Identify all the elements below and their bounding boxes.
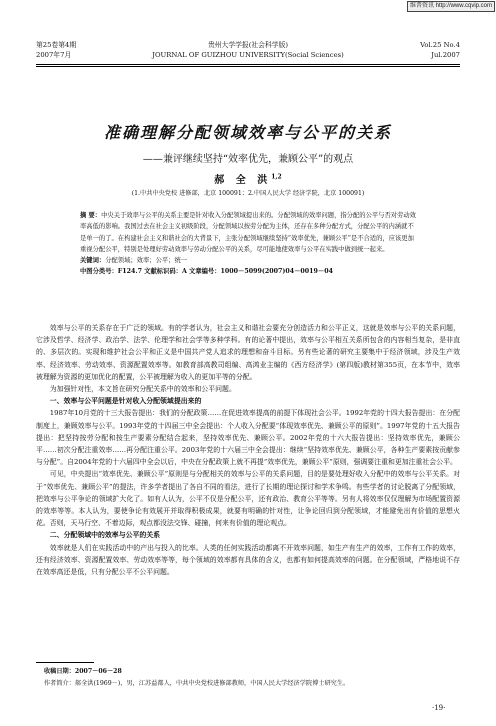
abstract-text: 中央关于效率与公平的关系主要是针对收入分配领域提出来的。分配领域的效率问题，指分配的公平与否对劳动效率高低的影响。我国过去在社会主义初级阶段，分配领域以按劳分配为主体，还存在多种分配方式，分配公平的内涵就不是单一的了。在构建社会主义和谐社会的大背景下，主张分配领域继续坚持“效率优先，兼顾公平”是不合适的，应该更加重视分配公平，特别是处理好劳动效率与劳动分配公平的关系，尽可能地使效率与公平在实践中做到统一起来。 xyxy=(80,212,416,253)
journal-name-en: JOURNAL OF GUIZHOU UNIVERSITY(Social Sciences) xyxy=(152,51,344,59)
header-rule xyxy=(36,64,460,65)
volume-issue-en: Vol.25 No.4 xyxy=(420,41,460,49)
section-paragraph: 可见，中央提出“效率优先、兼顾公平”原则是与分配相关的效率与公平的关系问题，目的是要处理好收入分配中的效率与公平关系。对于“效率优先、兼顾公平”的提法，许多学者提出了各自不同的看法，进行了长期的理论探讨和学术争鸣。有些学者的讨论脱离了分配领域，把效率与公平争论的领域扩大化了。如有人认为，公平不仅是分配公平，还有政治、教育公平等等。另有人将效率仅仅理解为市场配置资源的效率等等。本人认为，要使争论有效展开并取得积极成果，就要有明确的针对性，让争论回归到分配领域，才能避免出有价值的思想火花。否则，天马行空、不着边际，观点都没法交锋、碰撞，何来有价值的理论观点。 xyxy=(36,470,460,528)
section-heading: 二、分配领域中的效率与公平的关系 xyxy=(49,531,161,540)
keywords-label: 关键词： xyxy=(80,257,106,265)
keywords xyxy=(80,255,416,266)
author-name xyxy=(0,171,496,186)
footnote-rule xyxy=(36,662,94,663)
intro-paragraph: 效率与公平的关系存在于广泛的领域。有的学者认为，社会主义和谐社会要充分创造活力和公平正义，这就是效率与公平的关系问题，它涉及哲学、经济学、政治学、法学、伦理学和社会学等多种学科。有的论著中提出，效率与公平相互关系所包含的内容相当复杂，是非直的、多层次的。实现和维护社会公平和正义是中国共产党人追求的理想和奋斗目标。另有些论著的研究主要集中于经济领域，涉及生产效率、经济效率、劳动效率、资源配置效率等。如教育部高教司组编、高鸿业主编的《西方经济学》(第四版)教材第355页，在本节中，效率被理解为资源的更加优化的配置，公平被理解为收入的更加平等的分配。 xyxy=(36,324,460,381)
journal-name xyxy=(36,40,460,60)
article-body xyxy=(36,322,460,578)
received-date: 收稿日期：2007－06－28 xyxy=(44,668,122,675)
page-number: ·19· xyxy=(432,704,446,712)
footnotes xyxy=(44,666,349,690)
watermark: 维普资讯 http://www.cqvip.com xyxy=(407,1,495,12)
issue-info-en xyxy=(420,40,460,60)
keywords-text: 分配领域；效率；公平；统一 xyxy=(105,257,188,265)
affiliation: (1.中共中央党校 进修部，北京 100091；2.中国人民大学 经济学院，北京 100091) xyxy=(131,190,365,197)
author-text: 郝 全 洪 xyxy=(214,175,272,186)
abstract-block xyxy=(80,210,416,278)
intro-paragraph: 为加强针对性，本文旨在研究分配关系中的效率和公平问题。 xyxy=(49,385,236,394)
section-paragraph: 效率就是人们在实践活动中的产出与投入的比率。人类的任何实践活动都离不开效率问题，如生产有生产的效率，工作有工作的效率，还有经济效率、资源配置效率、劳动效率等等，每个领域的效率都有具体的含义，也都有如何提高效率的问题。在分配领域，严格地说不存在效率高还是低，只有分配公平不公平问题。 xyxy=(36,543,460,577)
author-superscript: 1,2 xyxy=(271,173,282,181)
article-title: 准确理解分配领域效率与公平的关系 xyxy=(103,123,392,142)
abstract-label: 摘 要： xyxy=(80,212,102,219)
abstract xyxy=(80,210,416,255)
issue-date-en: Jul.2007 xyxy=(431,51,460,59)
header-rule-thin xyxy=(36,66,460,67)
journal-name-cn: 贵州大学学报(社会科学版) xyxy=(207,41,289,49)
section-paragraph: 1987年10月党的十三大报告提出：我们的分配政策……在促进效率提高的前提下体现社会公平。1992年党的十四大报告提出：在分配制度上，兼顾效率与公平。1993年党的十四届三中全会提出：个人收入分配要“体现效率优先、兼顾公平的原则”。1997年党的十五大报告提出：把坚持按劳分配和按生产要素分配结合起来，坚持效率优先、兼顾公平。2002年党的十六大报告提出：坚持效率优先，兼顾公平……初次分配注重效率……再分配注重公平。2003年党的十六届三中全会提出：继续“坚持效率优先、兼顾公平，各种生产要素按贡献参与分配”。自2004年党的十六届四中全会以后，中央在分配政策上就不再提“效率优先，兼顾公平”原则，强调要注重和更加注重社会公平。 xyxy=(36,409,460,467)
issue-date: 2007年7月 xyxy=(36,51,72,59)
article-subtitle: ——兼评继续坚持“效率优先，兼顾公平”的观点 xyxy=(142,154,354,165)
classification: 中图分类号：F124.7 文献标识码：A 文章编号：1000－5099(2007)04－0019－04 xyxy=(80,268,333,276)
section-heading: 一、效率与公平问题是针对收入分配领域提出来的 xyxy=(49,397,202,406)
author-bio: 作者简介：郝全洪(1969－)，男，江苏益都人，中共中央党校进修部教师，中国人民大学经济学院博士研究生。 xyxy=(44,680,350,687)
volume-issue: 第25卷第4期 xyxy=(36,41,77,49)
